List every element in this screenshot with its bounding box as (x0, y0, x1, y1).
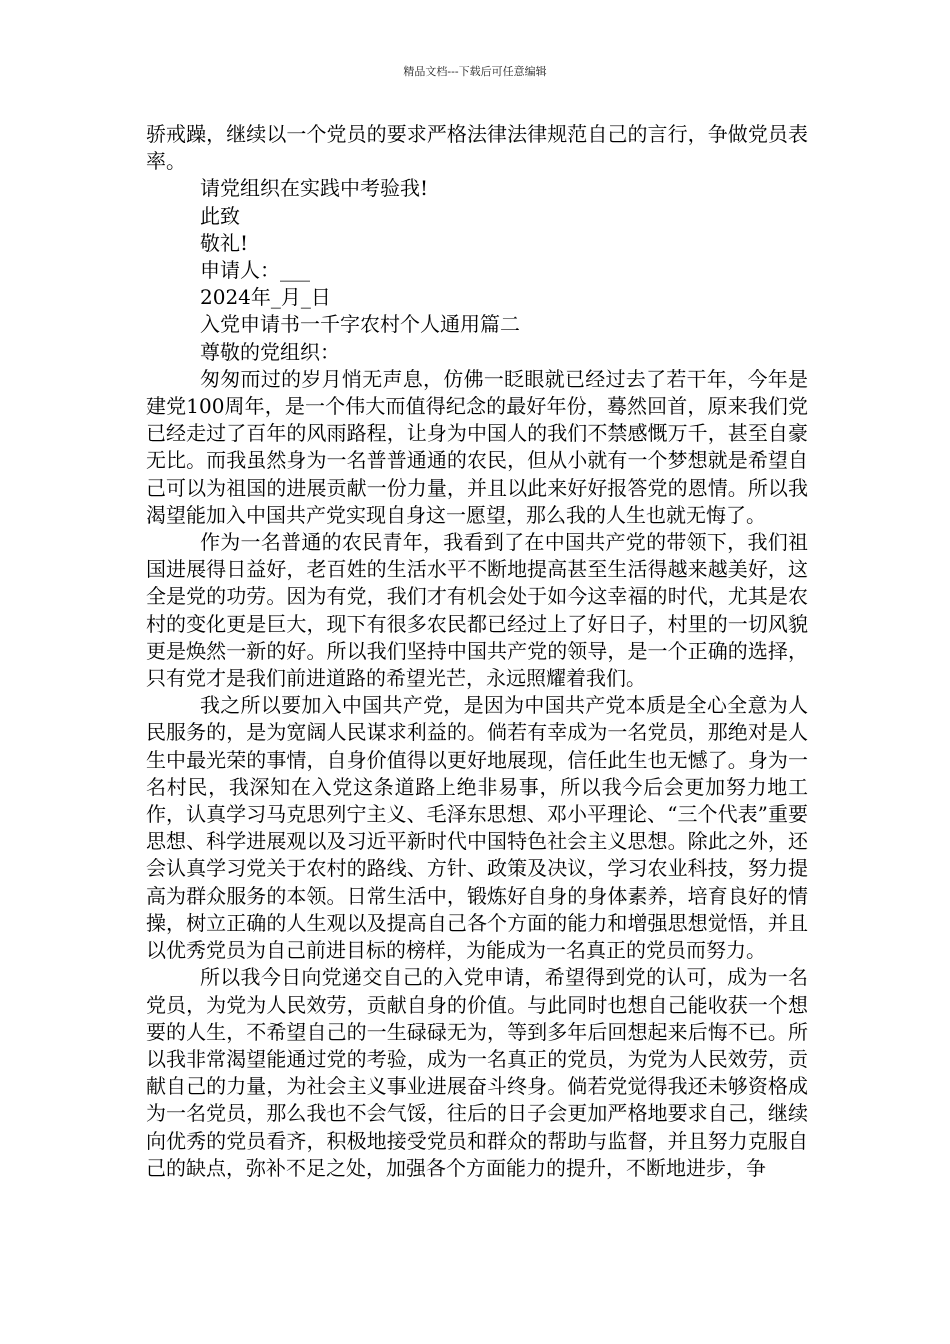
paragraph-continuation: 骄戒躁，继续以一个党员的要求严格法律法律规范自己的言行，争做党员表率。 (146, 122, 808, 174)
closing-regards: 敬礼! (200, 230, 249, 255)
closing-salutation: 此致 (200, 203, 240, 228)
applicant-line: 申请人：___ (200, 258, 310, 283)
date-line: 2024年_月_日 (200, 285, 331, 310)
body-paragraph: 匆匆而过的岁月悄无声息，仿佛一眨眼就已经过去了若干年，今年是建党100周年，是一个伟大而值得纪念的最好年份，蓦然回首，原来我们党已经走过了百年的风雨路程，让身为中国人的我们不禁感慨万千，甚至自豪无比。而我虽然身为一名普普通通的农民，但从小就有一个梦想就是希望自己可以为祖国的进展贡献一份力量，并且以此来好好报答党的恩情。所以我渴望能加入中国共产党实现自身这一愿望，那么我的人生也就无悔了。 (146, 366, 808, 527)
body-paragraph: 所以我今日向党递交自己的入党申请，希望得到党的认可，成为一名党员，为党为人民效劳，贡献自身的价值。与此同时也想自己能收获一个想要的人生，不希望自己的一生碌碌无为，等到多年后回想起来后悔不已。所以我非常渴望能通过党的考验，成为一名真正的党员，为党为人民效劳，贡献自己的力量，为社会主义事业进展奋斗终身。倘若党觉得我还未够资格成为一名党员，那么我也不会气馁，往后的日子会更加严格地要求自己，继续向优秀的党员看齐，积极地接受党员和群众的帮助与监督，并且努力克服自己的缺点，弥补不足之处，加强各个方面能力的提升，不断地进步，争 (146, 965, 808, 1180)
document-body (146, 121, 808, 1182)
closing-request: 请党组织在实践中考验我! (200, 176, 429, 201)
page-header-watermark: 精品文档---下载后可任意编辑 (403, 65, 547, 78)
section-title: 入党申请书一千字农村个人通用篇二 (200, 312, 520, 337)
body-paragraph: 作为一名普通的农民青年，我看到了在中国共产党的带领下，我们祖国进展得日益好，老百姓的生活水平不断地提高甚至生活得越来越美好，这全是党的功劳。因为有党，我们才有机会处于如今这幸福的时代，尤其是农村的变化更是巨大，现下有很多农民都已经过上了好日子，村里的一切风貌更是焕然一新的好。所以我们坚持中国共产党的领导，是一个正确的选择，只有党才是我们前进道路的希望光芒，永远照耀着我们。 (146, 530, 808, 691)
letter-greeting: 尊敬的党组织： (200, 339, 340, 364)
body-paragraph: 我之所以要加入中国共产党，是因为中国共产党本质是全心全意为人民服务的，是为宽阔人民谋求利益的。倘若有幸成为一名党员，那绝对是人生中最光荣的事情，自身价值得以更好地展现，信任此生也无憾了。身为一名村民，我深知在入党这条道路上绝非易事，所以我今后会更加努力地工作，认真学习马克思列宁主义、毛泽东思想、邓小平理论、“三个代表”重要思想、科学进展观以及习近平新时代中国特色社会主义思想。除此之外，还会认真学习党关于农村的路线、方针、政策及决议，学习农业科技，努力提高为群众服务的本领。日常生活中，锻炼好自身的身体素养，培育良好的情操，树立正确的人生观以及提高自己各个方面的能力和增强思想觉悟，并且以优秀党员为自己前进目标的榜样，为能成为一名真正的党员而努力。 (146, 693, 808, 963)
